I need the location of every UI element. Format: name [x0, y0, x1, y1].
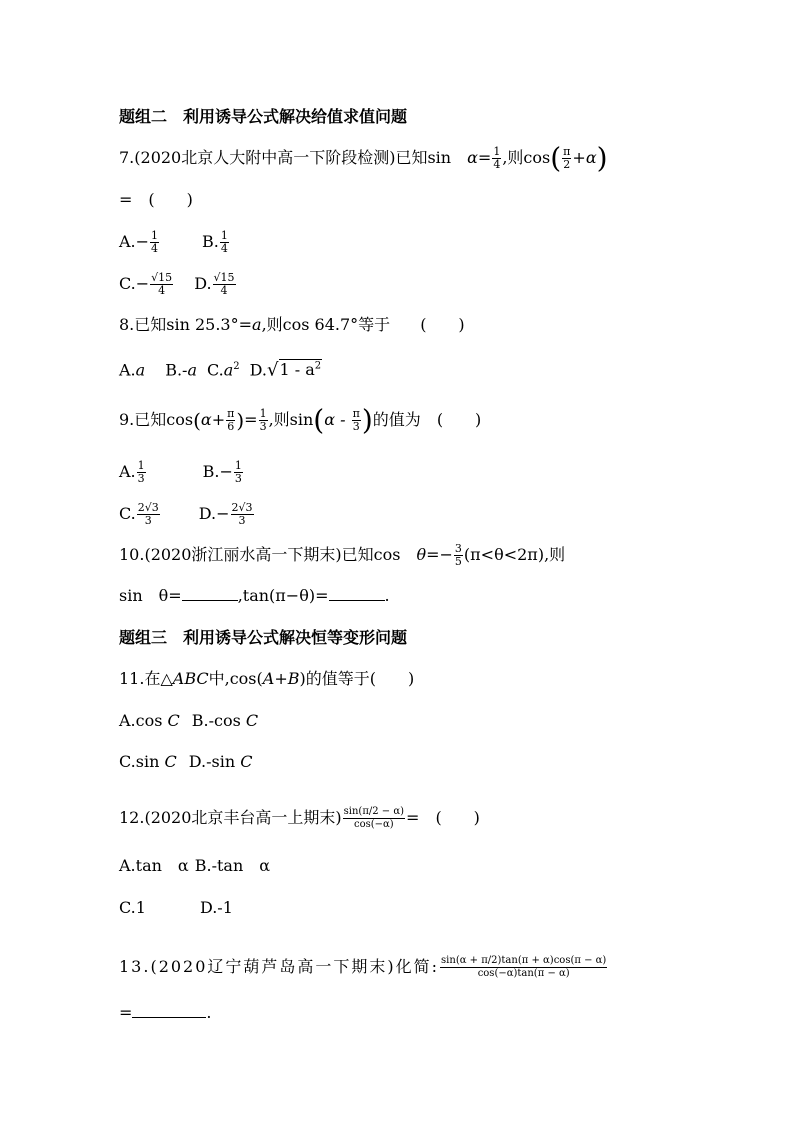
- q9-three: 3: [352, 420, 360, 433]
- q7-b-num: 1: [220, 229, 228, 242]
- q11-options-cd: [119, 751, 252, 773]
- q7-option-b: [202, 229, 230, 255]
- q7-two: 2: [563, 158, 571, 171]
- q7-given-fraction: [492, 146, 501, 171]
- q9-d-frac: [231, 502, 254, 527]
- q9-a-den: 3: [137, 472, 145, 485]
- q11-b-var: C: [245, 711, 259, 730]
- q13-period: .: [206, 1003, 212, 1022]
- q10-given-num: 3: [454, 542, 462, 555]
- q9-given-num: 1: [259, 407, 267, 420]
- q9-b-frac: [234, 460, 243, 485]
- q12-tail: = ( ): [406, 808, 480, 827]
- q13-denominator: cos(−α)tan(π − α): [477, 968, 570, 979]
- q11-stem: [119, 668, 414, 690]
- q7-c-frac: [150, 272, 173, 297]
- q7-b-label: B.: [202, 232, 219, 251]
- q11-option-d: D.-sin: [188, 752, 241, 771]
- q9-b-num: 1: [234, 459, 242, 472]
- q9-six: 6: [227, 420, 235, 433]
- q7-d-den: 4: [220, 284, 228, 297]
- q8-a-val: a: [135, 360, 146, 380]
- q10-theta: θ: [416, 545, 427, 564]
- q10-eq: =−: [426, 545, 453, 564]
- q10-line2: [119, 585, 390, 607]
- q7-a-den: 4: [151, 242, 159, 255]
- q8-mid: ,则cos 64.7°等于: [261, 315, 391, 334]
- q11-abc: ABC: [172, 669, 209, 688]
- q9-left-paren: (: [193, 408, 201, 433]
- q7-a-sign: −: [135, 232, 150, 251]
- q9-options-cd: [119, 502, 255, 527]
- q9-d-num: 2√3: [231, 501, 253, 514]
- q8-radicand: [279, 359, 323, 379]
- q13-numerator: sin(α + π/2)tan(π + α)cos(π − α): [441, 955, 607, 966]
- q7-a-frac: [150, 230, 159, 255]
- q9-b-sign: −: [219, 462, 233, 481]
- q8-a: a: [252, 315, 262, 334]
- q9-answer-paren: ( ): [436, 410, 482, 429]
- q7-c-sign: −: [135, 274, 150, 293]
- q9-right-paren: ): [236, 408, 245, 433]
- q13-answer-blank[interactable]: [132, 1003, 206, 1018]
- q11-option-c: C.sin: [119, 752, 165, 771]
- q9-options-ab: [119, 460, 244, 485]
- q11-a-var: C: [167, 711, 180, 730]
- q7-given-num: 1: [493, 145, 501, 158]
- q8-option-b: B.-: [165, 360, 188, 380]
- q9-a-num: 1: [137, 459, 145, 472]
- q12-numerator: sin(π/2 − α): [343, 806, 405, 817]
- q7-left-paren: (: [550, 141, 562, 175]
- q7-a-label: A.: [119, 232, 136, 251]
- q10-tan-label: ,tan(π−θ)=: [237, 586, 329, 605]
- q7-option-c: [119, 271, 174, 297]
- q10-lead: 10.(2020浙江丽水高一下期末)已知cos: [119, 545, 417, 564]
- q7-stem: [119, 141, 608, 175]
- q9-tail: 的值为: [372, 410, 421, 429]
- q7-a-num: 1: [151, 229, 159, 242]
- q7-option-a: [119, 229, 160, 255]
- q9-stem: [119, 403, 482, 437]
- q9-alpha-plus: α+: [200, 410, 226, 429]
- q11-tail: )的值等于( ): [299, 669, 415, 688]
- q12-option-c: C.1: [119, 898, 146, 917]
- q12-options-ab: [119, 855, 270, 877]
- q10-given-frac: [454, 543, 463, 568]
- q7-b-den: 4: [220, 242, 228, 255]
- q8-option-c: C.: [206, 360, 224, 380]
- q10-stem: [119, 543, 565, 568]
- q7-given-den: 4: [493, 158, 501, 171]
- q13-lead: 13.(2020辽宁葫芦岛高一下期末)化简:: [119, 957, 440, 976]
- q12-fraction: [343, 806, 405, 831]
- q13-eq: =: [119, 1003, 133, 1022]
- q7-d-frac: [213, 272, 236, 297]
- q11-ab: A+B: [262, 669, 300, 688]
- q7-right-paren: ): [596, 141, 608, 175]
- q7-options-cd: [119, 272, 237, 297]
- q7-mid: ,则cos: [502, 148, 551, 167]
- q9-a-label: A.: [119, 462, 136, 481]
- q9-c-den: 3: [144, 514, 152, 527]
- group3-heading: 题组三 利用诱导公式解决恒等变形问题: [119, 628, 408, 647]
- q12-option-b: B.-tan α: [194, 856, 271, 875]
- q9-mid: ,则sin: [268, 410, 314, 429]
- q12-option-d: D.-1: [199, 898, 233, 917]
- q8-options: [119, 356, 322, 381]
- q12-lead: 12.(2020北京丰台高一上期末): [119, 808, 342, 827]
- q8-d-rad: 1 - a: [279, 360, 315, 380]
- q12-options-cd: [119, 897, 233, 919]
- q7-lead: 7.(2020北京人大附中高一下阶段检测)已知sin: [119, 148, 468, 167]
- q9-pi-2: π: [352, 407, 360, 420]
- q10-condition: (π<θ<2π),则: [463, 545, 566, 564]
- q11-lead: 11.在△: [119, 669, 173, 688]
- q9-c-frac: [137, 502, 160, 527]
- q7-d-label: D.: [194, 274, 212, 293]
- q12-stem: [119, 806, 480, 831]
- q12-option-a: A.tan α: [119, 856, 189, 875]
- q7-alpha: α: [467, 148, 478, 167]
- q9-pi-over-6: [226, 408, 235, 433]
- q7-pi: π: [563, 145, 571, 158]
- q9-left-paren-2: (: [313, 403, 325, 437]
- q7-c-num: √15: [151, 271, 173, 284]
- q10-sin-blank[interactable]: [182, 586, 238, 601]
- q10-given-den: 5: [454, 555, 462, 568]
- q9-pi: π: [227, 407, 235, 420]
- q11-options-ab: [119, 710, 258, 732]
- q9-b-den: 3: [234, 472, 242, 485]
- q8-c-val: a: [223, 360, 234, 380]
- q8-stem: [119, 314, 465, 336]
- q8-radical-sign: √: [267, 359, 279, 381]
- q10-tan-blank[interactable]: [329, 586, 385, 601]
- q7-line2: = ( ): [119, 190, 193, 209]
- q11-option-b: B.-cos: [191, 711, 246, 730]
- q9-d-den: 3: [238, 514, 246, 527]
- q13-fraction: [440, 955, 607, 980]
- q9-given-den: 3: [259, 420, 267, 433]
- q8-d-exp: 2: [314, 361, 322, 372]
- q7-c-label: C.: [119, 274, 136, 293]
- q7-plus-alpha: +α: [572, 148, 597, 167]
- q9-d-sign: −: [216, 504, 230, 523]
- q11-d-var: C: [240, 752, 253, 771]
- q9-b-label: B.: [202, 462, 220, 481]
- q8-c-exp: 2: [233, 361, 240, 372]
- q9-alpha-minus: α -: [324, 410, 351, 429]
- group2-heading: 题组二 利用诱导公式解决给值求值问题: [119, 107, 408, 126]
- q7-eq: =: [477, 148, 492, 167]
- q8-lead: 8.已知sin 25.3°=: [119, 315, 253, 334]
- q9-eq: =: [244, 410, 258, 429]
- q8-option-a: A.: [119, 360, 136, 380]
- q9-d-label: D.: [198, 504, 217, 523]
- q10-sin-label: sin θ=: [119, 586, 182, 605]
- q7-c-den: 4: [158, 284, 166, 297]
- q10-period: .: [384, 586, 390, 605]
- q7-b-frac: [220, 230, 229, 255]
- q13-line2: [119, 1002, 212, 1024]
- q9-a-frac: [137, 460, 146, 485]
- q11-mid: 中,cos(: [208, 669, 263, 688]
- q9-lead: 9.已知cos: [119, 410, 194, 429]
- q9-given-frac: [259, 408, 268, 433]
- q8-answer-paren: ( ): [420, 315, 465, 334]
- q8-option-d: D.: [249, 360, 268, 380]
- q9-c-label: C.: [119, 504, 136, 523]
- q7-option-d: [194, 271, 236, 297]
- q7-d-num: √15: [213, 271, 235, 284]
- q12-denominator: cos(−α): [354, 819, 394, 830]
- q9-c-num: 2√3: [137, 501, 159, 514]
- q11-option-a: A.cos: [119, 711, 168, 730]
- q9-pi-over-3: [352, 408, 361, 433]
- q11-c-var: C: [164, 752, 177, 771]
- q7-options-ab: [119, 230, 230, 255]
- q9-right-paren-2: ): [361, 403, 373, 437]
- q8-b-val: a: [187, 360, 197, 380]
- q13-stem: [119, 955, 608, 980]
- q7-pi-over-2: [562, 146, 571, 171]
